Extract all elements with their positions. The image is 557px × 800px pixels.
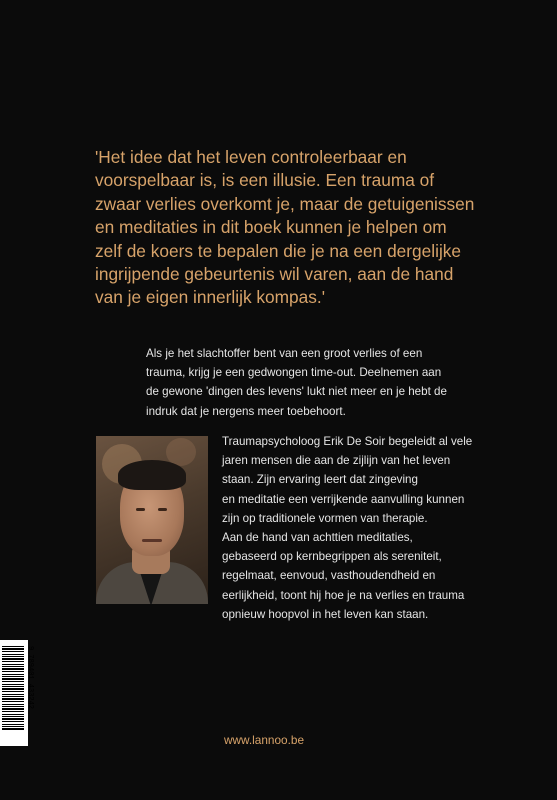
publisher-website: www.lannoo.be bbox=[224, 733, 305, 747]
intro-line: Als je het slachtoffer bent van een groot verlies of een bbox=[146, 347, 423, 360]
photo-mouth bbox=[142, 539, 162, 542]
author-photo bbox=[96, 436, 208, 604]
quote-line: ingrijpende gebeurtenis wil varen, aan de hand bbox=[95, 264, 454, 285]
quote-line: en meditaties in dit boek kunnen je helpen om bbox=[95, 217, 447, 238]
author-bio bbox=[222, 432, 532, 624]
barcode-bars bbox=[2, 646, 24, 730]
bio-line: Aan de hand van achttien meditaties, bbox=[222, 531, 413, 545]
bio-line: Traumapsycholoog Erik De Soir begeleidt al vele bbox=[222, 435, 473, 448]
intro-line: de gewone 'dingen des levens' lukt niet meer en je hebt de bbox=[146, 385, 447, 399]
photo-hair bbox=[118, 460, 186, 490]
quote-line: zelf de koers te bepalen die je na een dergelijke bbox=[95, 240, 462, 261]
quote-line: van je eigen innerlijk kompas.' bbox=[95, 287, 325, 308]
bio-line: gebaseerd op kernbegrippen als sereniteit, bbox=[222, 550, 442, 564]
bio-line: jaren mensen die aan de zijlijn van het leven bbox=[222, 454, 451, 468]
intro-line: indruk dat je nergens meer toebehoort. bbox=[146, 404, 346, 418]
bio-line: staan. Zijn ervaring leert dat zingeving bbox=[222, 473, 418, 487]
isbn-barcode bbox=[0, 640, 34, 746]
quote-line: voorspelbaar is, is een illusie. Een trauma of bbox=[95, 170, 435, 191]
quote-line: zwaar verlies overkomt je, maar de getuigenissen bbox=[95, 193, 475, 214]
intro-line: trauma, krijg je een gedwongen time-out. Deelnemen aan bbox=[146, 366, 442, 380]
quote-line: 'Het idee dat het leven controleerbaar en bbox=[95, 147, 407, 167]
photo-eye bbox=[158, 508, 167, 511]
photo-eye bbox=[136, 508, 145, 511]
intro-paragraph bbox=[146, 344, 476, 421]
bio-line: en meditatie een verrijkende aanvulling kunnen bbox=[222, 492, 465, 506]
isbn-number: 9 789401 433242 bbox=[26, 646, 34, 710]
bio-line: opnieuw hoopvol in het leven kan staan. bbox=[222, 607, 429, 621]
bio-line: eerlijkheid, toont hij hoe je na verlies en trauma bbox=[222, 588, 465, 602]
bio-line: regelmaat, eenvoud, vasthoudendheid en bbox=[222, 569, 436, 583]
bio-line: zijn op traditionele vormen van therapie. bbox=[222, 511, 428, 525]
back-cover-quote bbox=[95, 146, 515, 310]
